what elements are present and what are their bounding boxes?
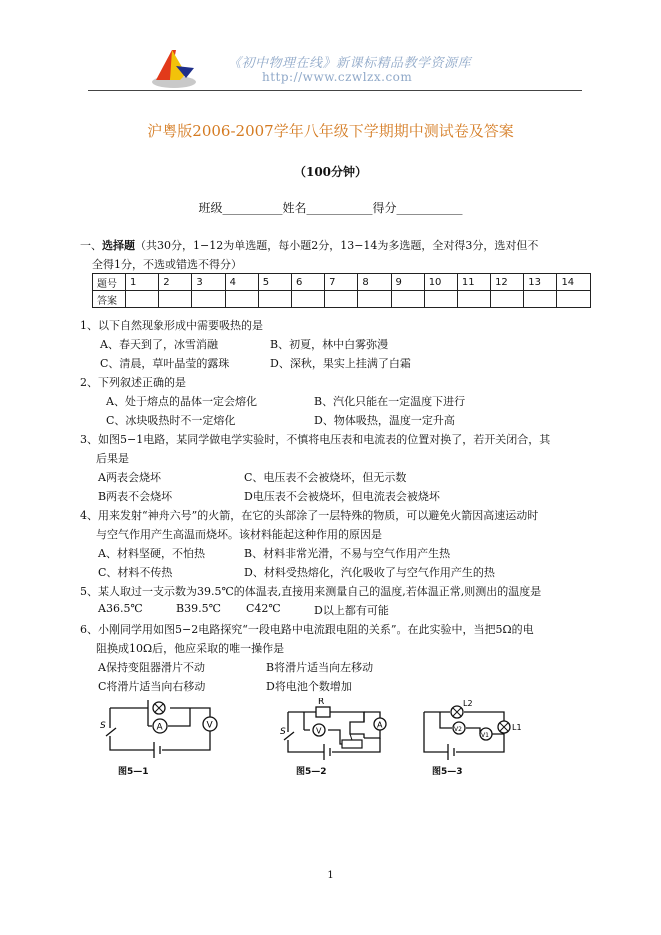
answer-cell[interactable]	[159, 291, 192, 308]
section-title: 选择题	[102, 239, 135, 252]
option-2c: C、冰块吸热时不一定熔化	[106, 414, 236, 427]
resistor-label: R	[318, 698, 325, 707]
table-cell: 14	[557, 274, 590, 291]
option-6c: C将滑片适当向右移动	[98, 680, 206, 693]
section-desc: （共30分，1−12为单选题，每小题2分，13−14为多选题，全对得3分，选对但不	[135, 239, 539, 252]
answer-table	[92, 273, 591, 308]
answer-cell[interactable]	[291, 291, 324, 308]
voltmeter-v1-label: V1	[481, 732, 489, 739]
answer-cell[interactable]	[325, 291, 358, 308]
student-info-line: 班级__________姓名___________得分___________	[198, 201, 463, 215]
option-5d: D以上都有可能	[314, 604, 389, 617]
figure-5-2-caption: 图5—2	[296, 767, 327, 777]
question-4: 4、用来发射“神舟六号”的火箭，在它的头部涂了一层特殊的物质，可以避免火箭因高速运动时	[80, 509, 539, 522]
table-row	[93, 291, 591, 308]
site-url[interactable]: http://www.czwlzx.com	[262, 70, 413, 84]
option-4a: A、材料坚硬，不怕热	[98, 547, 205, 560]
table-row	[93, 274, 591, 291]
option-2a: A、处于熔点的晶体一定会熔化	[106, 395, 257, 408]
ammeter-label: A	[156, 722, 163, 733]
table-cell: 9	[391, 274, 424, 291]
question-6-cont: 阻换成10Ω后，他应采取的唯一操作是	[96, 642, 285, 655]
answer-cell[interactable]	[258, 291, 291, 308]
figure-5-1-caption: 图5—1	[118, 767, 149, 777]
section-number: 一、	[80, 239, 102, 252]
site-name: 《初中物理在线》新课标精品教学资源库	[228, 56, 472, 71]
option-3c: C、电压表不会被烧坏，但无示数	[244, 471, 407, 484]
page-title: 沪粤版2006-2007学年八年级下学期期中测试卷及答案	[147, 122, 514, 140]
answer-cell[interactable]	[491, 291, 524, 308]
answer-cell[interactable]	[391, 291, 424, 308]
table-cell: 6	[291, 274, 324, 291]
answer-cell[interactable]	[192, 291, 225, 308]
answer-cell[interactable]	[225, 291, 258, 308]
figure-5-2-circuit	[280, 698, 405, 762]
question-3: 3、如图5−1电路，某同学做电学实验时，不慎将电压表和电流表的位置对换了，若开关闭合，其	[80, 433, 551, 446]
site-logo	[146, 44, 206, 90]
table-cell: 答案	[93, 291, 126, 308]
lamp-l2-label: L2	[463, 699, 473, 708]
table-cell: 4	[225, 274, 258, 291]
option-6d: D将电池个数增加	[266, 680, 352, 693]
table-cell: 5	[258, 274, 291, 291]
question-1: 1、以下自然现象形成中需要吸热的是	[80, 319, 263, 332]
option-5a: A36.5℃	[98, 602, 143, 615]
lamp-l1-label: L1	[512, 723, 522, 732]
option-4b: B、材料非常光滑，不易与空气作用产生热	[244, 547, 451, 560]
table-cell: 12	[491, 274, 524, 291]
exam-duration: （100分钟）	[293, 165, 368, 179]
table-cell: 11	[457, 274, 490, 291]
option-6a: A保持变阻器滑片不动	[98, 661, 205, 674]
section-heading	[80, 237, 538, 253]
figure-5-1-circuit	[100, 698, 230, 762]
option-1d: D、深秋，果实上挂满了白霜	[270, 357, 411, 370]
answer-cell[interactable]	[557, 291, 590, 308]
ammeter-label: A	[377, 720, 383, 730]
figure-5-3-circuit	[418, 698, 530, 762]
table-cell: 13	[524, 274, 557, 291]
option-1c: C、清晨，草叶晶莹的露珠	[100, 357, 230, 370]
question-3-cont: 后果是	[96, 452, 129, 465]
table-cell: 1	[126, 274, 159, 291]
rheostat-icon	[342, 740, 362, 748]
figure-5-3-caption: 图5—3	[432, 767, 463, 777]
page-number: 1	[327, 870, 334, 881]
option-4d: D、材料受热熔化，汽化吸收了与空气作用产生的热	[244, 566, 495, 579]
option-6b: B将滑片适当向左移动	[266, 661, 374, 674]
voltmeter-label: V	[206, 720, 213, 731]
table-cell: 题号	[93, 274, 126, 291]
answer-cell[interactable]	[358, 291, 391, 308]
option-1a: A、春天到了，冰雪消融	[100, 338, 218, 351]
answer-cell[interactable]	[424, 291, 457, 308]
option-3d: D电压表不会被烧坏，但电流表会被烧坏	[244, 490, 440, 503]
voltmeter-v2-label: V2	[454, 726, 462, 733]
option-3a: A两表会烧坏	[98, 471, 161, 484]
header-rule	[88, 90, 582, 91]
section-desc-cont: 全得1分，不选或错选不得分）	[92, 258, 242, 271]
table-cell: 7	[325, 274, 358, 291]
switch-label: S	[280, 727, 286, 737]
option-5c: C42℃	[246, 602, 281, 615]
option-5b: B39.5℃	[176, 602, 221, 615]
switch-label: S	[100, 721, 106, 731]
answer-cell[interactable]	[457, 291, 490, 308]
question-6: 6、小刚同学用如图5−2电路探究“一段电路中电流跟电阻的关系”。在此实验中，当把5Ω的电	[80, 623, 534, 636]
voltmeter-label: V	[316, 726, 322, 736]
question-4-cont: 与空气作用产生高温而烧坏。该材料能起这种作用的原因是	[96, 528, 382, 541]
table-cell: 8	[358, 274, 391, 291]
answer-cell[interactable]	[524, 291, 557, 308]
question-2: 2、下列叙述正确的是	[80, 376, 186, 389]
option-2d: D、物体吸热，温度一定升高	[314, 414, 455, 427]
option-1b: B、初夏，林中白雾弥漫	[270, 338, 389, 351]
option-4c: C、材料不传热	[98, 566, 173, 579]
option-2b: B、汽化只能在一定温度下进行	[314, 395, 466, 408]
answer-cell[interactable]	[126, 291, 159, 308]
table-cell: 3	[192, 274, 225, 291]
resistor-icon	[316, 707, 330, 717]
question-5: 5、某人取过一支示数为39.5℃的体温表,直接用来测量自己的温度,若体温正常,则测出的温度是	[80, 585, 542, 598]
table-cell: 10	[424, 274, 457, 291]
option-3b: B两表不会烧坏	[98, 490, 173, 503]
table-cell: 2	[159, 274, 192, 291]
